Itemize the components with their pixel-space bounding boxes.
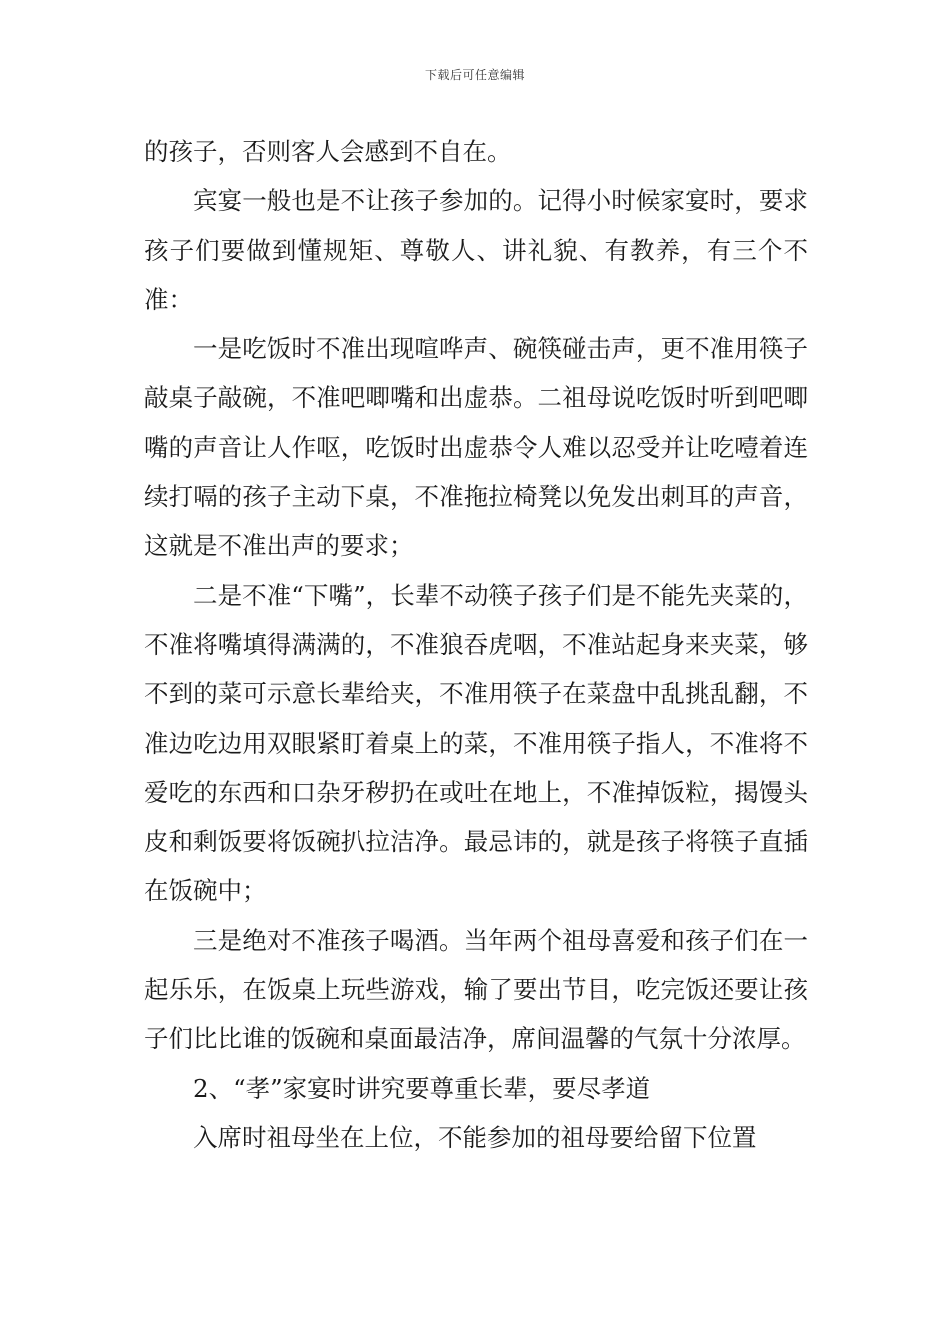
paragraph-continuation: 的孩子，否则客人会感到不自在。	[144, 137, 512, 166]
paragraph-rule-two: 二是不准“下嘴”，长辈不动筷子孩子们是不能先夹菜的，不准将嘴填得满满的，不准狼吞虎咽，不准站起身来夹菜，够不到的菜可示意长辈给夹，不准用筷子在菜盘中乱挑乱翻，不准边吃边用双眼紧盯着桌上的菜，不准用筷子指人，不准将不爱吃的东西和口杂牙秽扔在或吐在地上，不准掉饭粒，揭馒头皮和剩饭要将饭碗扒拉洁净。最忌讳的，就是孩子将筷子直插在饭碗中；	[144, 580, 808, 906]
document-body	[144, 127, 808, 1162]
section-heading-filial: 2、“孝”家宴时讲究要尊重长辈，要尽孝道	[193, 1073, 651, 1103]
paragraph-seating: 入席时祖母坐在上位，不能参加的祖母要给留下位置	[193, 1122, 757, 1152]
page-header: 下载后可任意编辑	[424, 68, 525, 82]
paragraph-rule-one: 一是吃饭时不准出现喧哗声、碗筷碰击声，更不准用筷子敲桌子敲碗，不准吧唧嘴和出虚恭。二祖母说吃饭时听到吧唧嘴的声音让人作呕，吃饭时出虚恭令人难以忍受并让吃噎着连续打嗝的孩子主动下桌，不准拖拉椅凳以免发出刺耳的声音，这就是不准出声的要求；	[144, 334, 808, 561]
paragraph-rule-three: 三是绝对不准孩子喝酒。当年两个祖母喜爱和孩子们在一起乐乐，在饭桌上玩些游戏，输了要出节目，吃完饭还要让孩子们比比谁的饭碗和桌面最洁净，席间温馨的气氛十分浓厚。	[144, 925, 808, 1054]
paragraph-banquet-rules: 宾宴一般也是不让孩子参加的。记得小时候家宴时，要求孩子们要做到懂规矩、尊敬人、讲礼貌、有教养，有三个不准：	[144, 186, 808, 314]
